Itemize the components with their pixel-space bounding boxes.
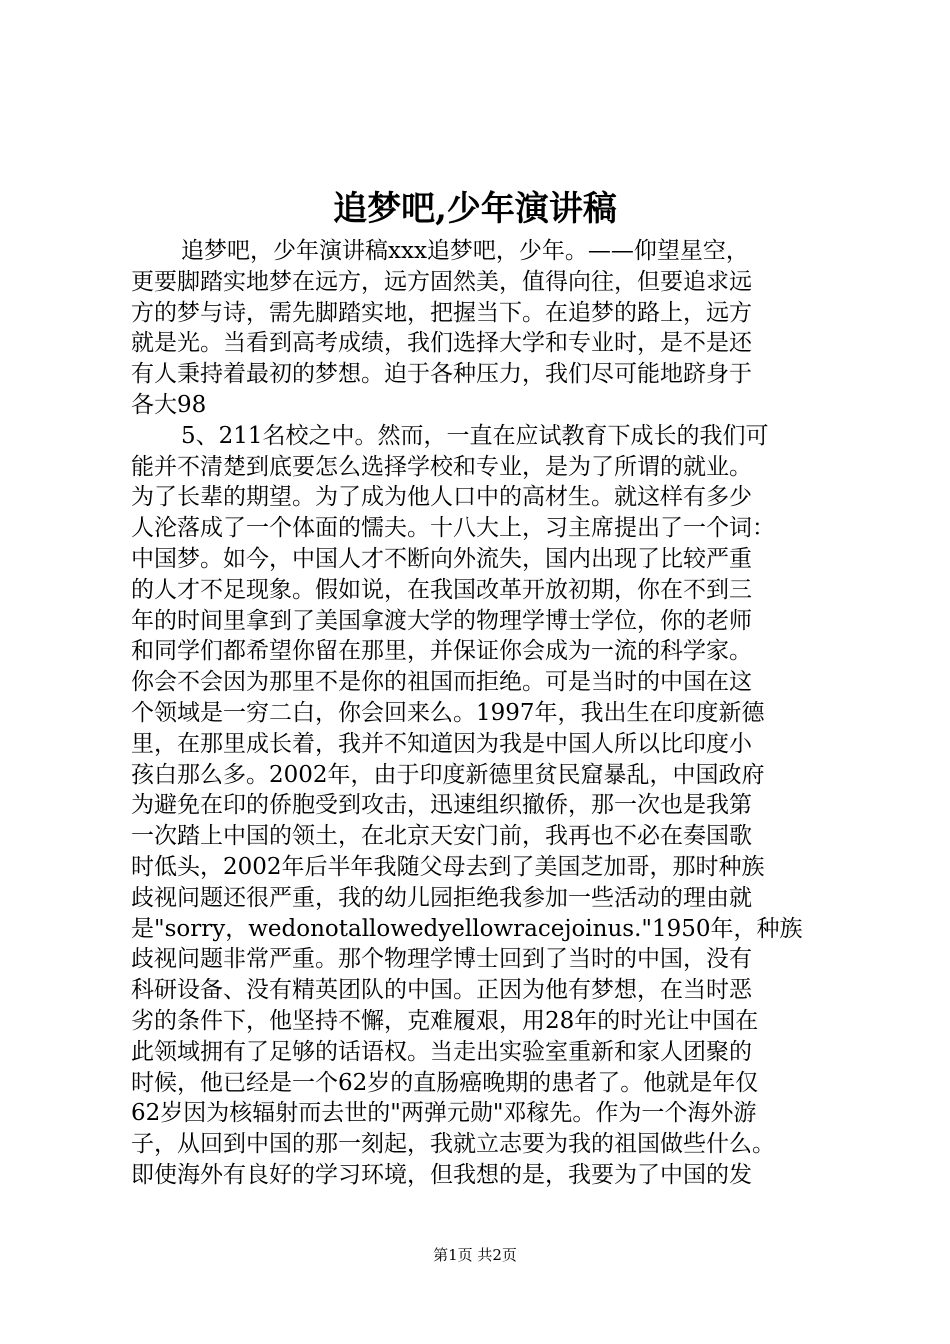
body-text	[131, 236, 831, 1191]
text-line: 能并不清楚到底要怎么选择学校和专业，是为了所谓的就业。	[131, 453, 752, 480]
text-line: 你会不会因为那里不是你的祖国而拒绝。可是当时的中国在这	[131, 669, 752, 696]
text-line: 追梦吧，少年演讲稿xxx追梦吧，少年。——仰望星空，	[181, 238, 749, 264]
text-line: 即使海外有良好的学习环境，但我想的是，我要为了中国的发	[131, 1161, 752, 1188]
text-line: 时候，他已经是一个62岁的直肠癌晚期的患者了。他就是年仅	[131, 1069, 759, 1096]
text-line: 歧视问题非常严重。那个物理学博士回到了当时的中国，没有	[131, 946, 752, 973]
text-line: 劣的条件下，他坚持不懈，克难履艰，用28年的时光让中国在	[131, 1007, 759, 1034]
text-line: 歧视问题还很严重，我的幼儿园拒绝我参加一些活动的理由就	[131, 884, 752, 911]
text-line: 为了长辈的期望。为了成为他人口中的高材生。就这样有多少	[131, 484, 752, 511]
text-line: 各大98	[131, 391, 207, 418]
text-line: 和同学们都希望你留在那里，并保证你会成为一流的科学家。	[131, 638, 752, 665]
text-line: 子，从回到中国的那一刻起，我就立志要为我的祖国做些什么。	[131, 1131, 775, 1158]
text-line: 方的梦与诗，需先脚踏实地，把握当下。在追梦的路上，远方	[131, 299, 752, 326]
text-line: 为避免在印的侨胞受到攻击，迅速组织撤侨，那一次也是我第	[131, 792, 752, 819]
text-line: 5、211名校之中。然而，一直在应试教育下成长的我们可	[181, 422, 769, 449]
text-line: 是"sorry，wedonotallowedyellowracejoinus."1950年，种族	[131, 915, 803, 942]
text-line: 科研设备、没有精英团队的中国。正因为他有梦想，在当时恶	[131, 977, 752, 1004]
text-line: 年的时间里拿到了美国拿渡大学的物理学博士学位，你的老师	[131, 607, 752, 634]
text-line: 中国梦。如今，中国人才不断向外流失，国内出现了比较严重	[131, 545, 752, 572]
page-title: 追梦吧,少年演讲稿	[333, 189, 617, 229]
text-line: 个领域是一穷二白，你会回来么。1997年，我出生在印度新德	[131, 699, 765, 726]
text-line: 时低头，2002年后半年我随父母去到了美国芝加哥，那时种族	[131, 853, 765, 880]
text-line: 有人秉持着最初的梦想。迫于各种压力，我们尽可能地跻身于	[131, 361, 752, 388]
text-line: 人沦落成了一个体面的懦夫。十八大上，习主席提出了一个词：	[131, 515, 775, 542]
text-line: 一次踏上中国的领土，在北京天安门前，我再也不必在奏国歌	[131, 823, 752, 850]
text-line: 更要脚踏实地梦在远方，远方固然美，值得向往，但要追求远	[131, 268, 752, 295]
page-footer: 第1页 共2页	[433, 1246, 517, 1264]
text-line: 里，在那里成长着，我并不知道因为我是中国人所以比印度小	[131, 730, 752, 757]
text-line: 62岁因为核辐射而去世的"两弹元勋"邓稼先。作为一个海外游	[131, 1100, 757, 1127]
text-line: 此领域拥有了足够的话语权。当走出实验室重新和家人团聚的	[131, 1038, 752, 1065]
text-line: 就是光。当看到高考成绩，我们选择大学和专业时，是不是还	[131, 330, 752, 357]
text-line: 的人才不足现象。假如说，在我国改革开放初期，你在不到三	[131, 576, 752, 603]
text-line: 孩白那么多。2002年，由于印度新德里贫民窟暴乱，中国政府	[131, 761, 765, 788]
